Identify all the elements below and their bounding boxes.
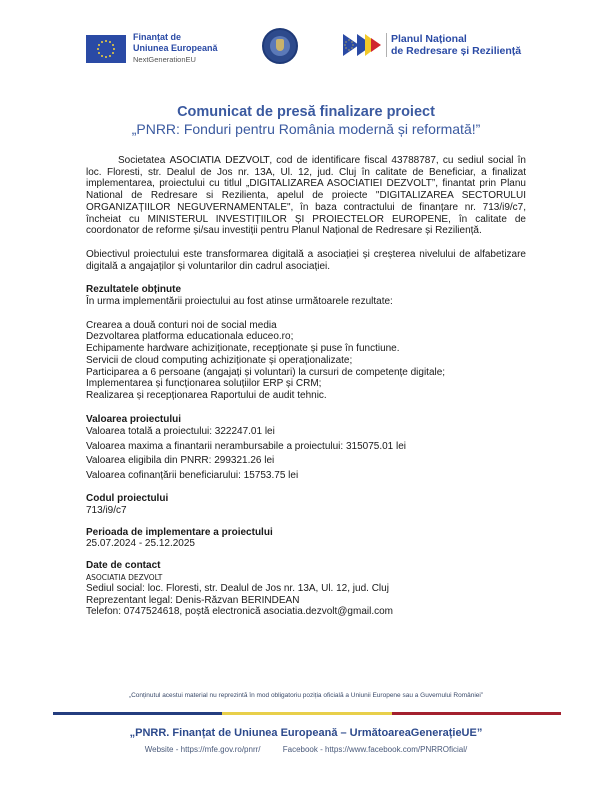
eu-logo-line2: Uniunea Europeană	[133, 43, 218, 53]
press-release-body	[86, 155, 526, 618]
eu-logo-line3: NextGenerationEU	[133, 55, 196, 64]
tricolor-red	[392, 712, 561, 715]
value-item: Valoarea totală a proiectului: 322247.01 lei	[86, 426, 275, 438]
pnrr-arrows-icon	[343, 32, 383, 58]
pnrr-logo	[343, 32, 521, 58]
pnrr-logo-divider	[386, 33, 387, 57]
contact-representative: Reprezentant legal: Denis-Răzvan BERINDEAN	[86, 594, 300, 606]
contact-name: ASOCIATIA DEZVOLT	[86, 572, 163, 582]
contact-heading: Date de contact	[86, 560, 161, 572]
intro-paragraph	[86, 155, 526, 237]
footer-disclaimer: „Conținutul acestui material nu reprezintă în mod obligatoriu poziția oficială a Uniunii Europene sau a Guvernului României”	[128, 692, 484, 699]
results-heading: Rezultatele obținute	[86, 284, 182, 296]
result-item: Dezvoltarea platforma educationala educeo.ro;	[86, 331, 294, 343]
result-item: Crearea a două conturi noi de social media	[86, 319, 277, 331]
eu-logo-line1: Finanțat de	[133, 32, 182, 42]
tricolor-blue	[53, 712, 222, 715]
contact-address: Sediul social: loc. Floresti, str. Dealul de Jos nr. 13A, Ul. 12, jud. Cluj	[86, 582, 389, 594]
intro-text: , cod de identificare fiscal 43788787, cu sediul social în loc. Floresti, str. Dealul de Jos nr. 13A, Ul. 12, jud. Cluj în calitate de Beneficiar, a finalizat implementarea, proiectului cu titlul „DIGITALIZAREA ASOCIATIEI DEZVOLT”, finantat prin Planu National de Redresare si Rezilienta, apelul de proiecte "DIGITALIZAREA SECTORULUI ORGANIZAȚIILOR NEGUVERNAMENTALE", în baza contractului de finanțare nr. 713/i9/c7, încheiat cu MINISTERUL INVESTIȚIILOR ȘI PROIECTELOR EUROPENE, în calitate de coordonator de reforme și/sau investiții pentru Planul Național de Redresare și Reziliență.	[86, 155, 526, 237]
value-item: Valoarea maxima a finantarii nerambursabile a proiectului: 315075.01 lei	[86, 440, 406, 452]
footer-slogan: „PNRR. Finanțat de Uniunea Europeană – UrmătoareaGenerațieUE”	[129, 727, 483, 739]
facebook-link[interactable]: Facebook - https://www.facebook.com/PNRROficial/	[282, 745, 468, 754]
company-name: ASOCIATIA DEZVOLT	[169, 155, 270, 166]
website-link[interactable]: Website - https://mfe.gov.ro/pnrr/	[144, 745, 261, 754]
result-item: Servicii de cloud computing achiziționate și operaționalizate;	[86, 354, 353, 366]
page-title: Comunicat de presă finalizare proiect	[177, 104, 435, 120]
intro-prefix: Societatea	[118, 155, 170, 166]
implementation-period: 25.07.2024 - 25.12.2025	[86, 538, 195, 550]
objective-paragraph: Obiectivul proiectului este transformarea digitală a asociației și creșterea nivelului de alfabetizare digitală a angajaților și voluntarilor din cadrul asociației.	[86, 248, 526, 272]
value-list	[86, 425, 526, 483]
tricolor-divider	[53, 712, 561, 715]
code-heading: Codul proiectului	[86, 493, 169, 505]
header-logos	[0, 28, 612, 78]
result-item: Implementarea și funcționarea soluțiilor ERP și CRM;	[86, 378, 322, 390]
pnrr-logo-line2: de Redresare și Reziliență	[391, 45, 522, 57]
value-item: Valoarea eligibila din PNRR: 299321.26 lei	[86, 455, 275, 467]
result-item: Realizarea și recepționarea Raportului de audit tehnic.	[86, 389, 327, 401]
contact-phone-email: Telefon: 0747524618, poștă electronică asociatia.dezvolt@gmail.com	[86, 606, 394, 618]
tricolor-yellow	[222, 712, 391, 715]
result-item: Participarea a 6 persoane (angajați și voluntari) la cursuri de competențe digitale;	[86, 366, 446, 378]
value-heading: Valoarea proiectului	[86, 413, 182, 425]
value-item: Valoarea cofinanțării beneficiarului: 15753.75 lei	[86, 469, 299, 481]
project-code: 713/i9/c7	[86, 505, 127, 517]
eu-funding-logo	[86, 32, 218, 65]
results-list	[86, 320, 526, 402]
page-subtitle: „PNRR: Fonduri pentru România modernă și reformată!”	[131, 121, 481, 137]
eu-flag-icon	[86, 35, 126, 63]
pnrr-logo-line1: Planul Național	[391, 33, 467, 45]
title-block	[0, 104, 612, 138]
period-heading: Perioada de implementare a proiectului	[86, 526, 273, 538]
result-item: Echipamente hardware achiziționate, recepționate și puse în functiune.	[86, 343, 400, 355]
guvernul-romaniei-seal-icon	[262, 28, 298, 64]
results-intro: În urma implementării proiectului au fost atinse următoarele rezultate:	[86, 296, 393, 308]
footer-links	[0, 745, 612, 754]
